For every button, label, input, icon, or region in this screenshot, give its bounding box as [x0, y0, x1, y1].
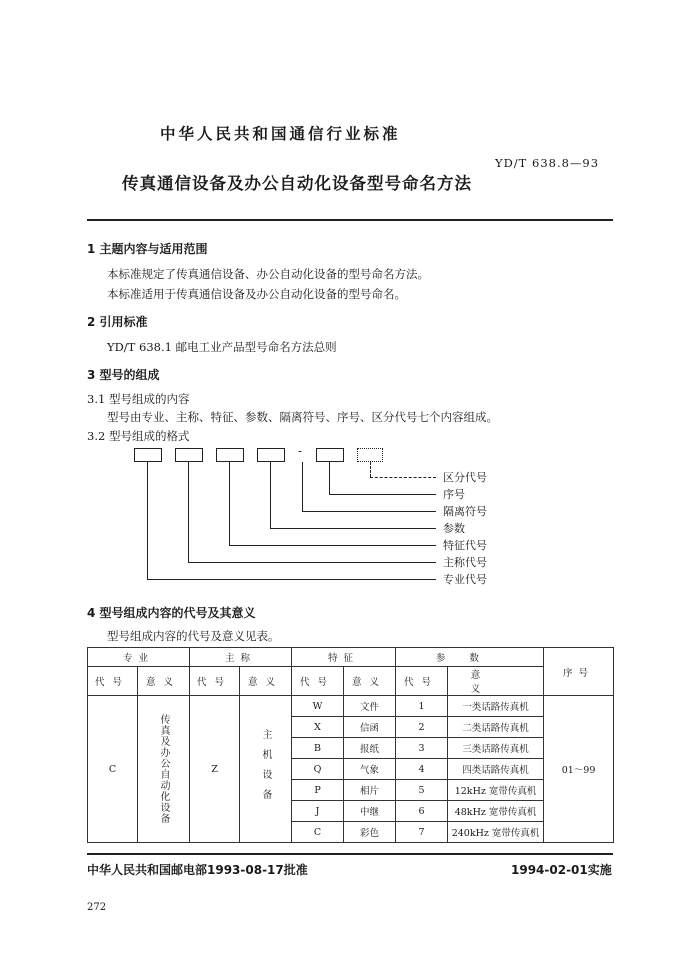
feature-code: W [292, 696, 344, 717]
param-code: 6 [396, 801, 448, 822]
header-parameter: 参数 [396, 648, 544, 667]
header-specialty: 专业 [88, 648, 190, 667]
feature-code: Q [292, 759, 344, 780]
title-box [175, 448, 203, 462]
subheader: 代号 [190, 667, 240, 696]
feature-meaning: 气象 [344, 759, 396, 780]
feature-meaning: 中继 [344, 801, 396, 822]
code-meaning-table [87, 647, 614, 843]
specialty-meaning-cell [138, 696, 190, 843]
header-feature: 特征 [292, 648, 396, 667]
param-meaning: 48kHz 宽带传真机 [448, 801, 544, 822]
title-code-cell: Z [190, 696, 240, 843]
subheader: 代号 [292, 667, 344, 696]
doc-code: YD/T 638.8—93 [495, 156, 600, 170]
subheader: 意义 [448, 667, 544, 696]
section-4-heading: 4 型号组成内容的代号及其意义 [87, 606, 256, 620]
header-rule [87, 219, 613, 221]
param-code: 5 [396, 780, 448, 801]
implementation-date: 1994-02-01实施 [511, 863, 612, 877]
feature-code: C [292, 822, 344, 843]
label-title-code: 主称代号 [443, 556, 487, 569]
feature-code: B [292, 738, 344, 759]
header-title: 主称 [190, 648, 292, 667]
param-code: 4 [396, 759, 448, 780]
subheader: 代号 [88, 667, 138, 696]
section-3-1-heading: 3.1 型号组成的内容 [87, 392, 190, 406]
param-meaning: 一类话路传真机 [448, 696, 544, 717]
label-distinguish-code: 区分代号 [443, 471, 487, 484]
subheader: 代号 [396, 667, 448, 696]
specialty-box [134, 448, 162, 462]
param-meaning: 三类话路传真机 [448, 738, 544, 759]
parameter-box [257, 448, 285, 462]
page-number: 272 [87, 902, 107, 913]
feature-meaning: 相片 [344, 780, 396, 801]
section-1-para-2: 本标准适用于传真通信设备及办公自动化设备的型号命名。 [107, 287, 406, 301]
feature-meaning: 信函 [344, 717, 396, 738]
feature-code: J [292, 801, 344, 822]
specialty-code-cell: C [88, 696, 138, 843]
distinguish-box [357, 448, 383, 462]
feature-meaning: 彩色 [344, 822, 396, 843]
serial-range: 01～99 [544, 696, 614, 843]
param-meaning: 12kHz 宽带传真机 [448, 780, 544, 801]
section-1-para-1: 本标准规定了传真通信设备、办公自动化设备的型号命名方法。 [107, 267, 429, 281]
separator-symbol: - [298, 444, 303, 458]
param-meaning: 四类话路传真机 [448, 759, 544, 780]
doc-title: 传真通信设备及办公自动化设备型号命名方法 [122, 174, 472, 193]
subheader: 意义 [240, 667, 292, 696]
label-feature-code: 特征代号 [443, 539, 487, 552]
section-3-heading: 3 型号的组成 [87, 368, 160, 382]
param-code: 3 [396, 738, 448, 759]
section-3-1-text: 型号由专业、主称、特征、参数、隔离符号、序号、区分代号七个内容组成。 [107, 410, 498, 424]
serial-box [316, 448, 344, 462]
referenced-standard: YD/T 638.1 邮电工业产品型号命名方法总则 [107, 340, 337, 354]
specialty-meaning: 传真及办公自动化设备 [158, 714, 169, 824]
feature-code: X [292, 717, 344, 738]
subheader: 意义 [138, 667, 190, 696]
header-serial: 序号 [544, 648, 614, 696]
title-meaning: 主机设备 [260, 729, 272, 809]
section-1-heading: 1 主题内容与适用范围 [87, 242, 208, 256]
subheader: 意义 [344, 667, 396, 696]
feature-box [216, 448, 244, 462]
feature-meaning: 报纸 [344, 738, 396, 759]
section-4-intro: 型号组成内容的代号及意义见表。 [107, 629, 280, 643]
param-meaning: 240kHz 宽带传真机 [448, 822, 544, 843]
title-meaning-cell [240, 696, 292, 843]
approval-line: 中华人民共和国邮电部1993-08-17批准 [87, 863, 308, 877]
param-code: 7 [396, 822, 448, 843]
section-3-2-heading: 3.2 型号组成的格式 [87, 429, 190, 443]
org-name: 中华人民共和国通信行业标准 [160, 125, 401, 143]
footer-rule [87, 853, 613, 855]
label-specialty-code: 专业代号 [443, 573, 487, 586]
feature-meaning: 文件 [344, 696, 396, 717]
param-code: 2 [396, 717, 448, 738]
param-code: 1 [396, 696, 448, 717]
label-serial: 序号 [443, 488, 465, 501]
section-2-heading: 2 引用标准 [87, 315, 148, 329]
param-meaning: 二类话路传真机 [448, 717, 544, 738]
label-separator: 隔离符号 [443, 505, 487, 518]
feature-code: P [292, 780, 344, 801]
label-parameter: 参数 [443, 522, 465, 535]
